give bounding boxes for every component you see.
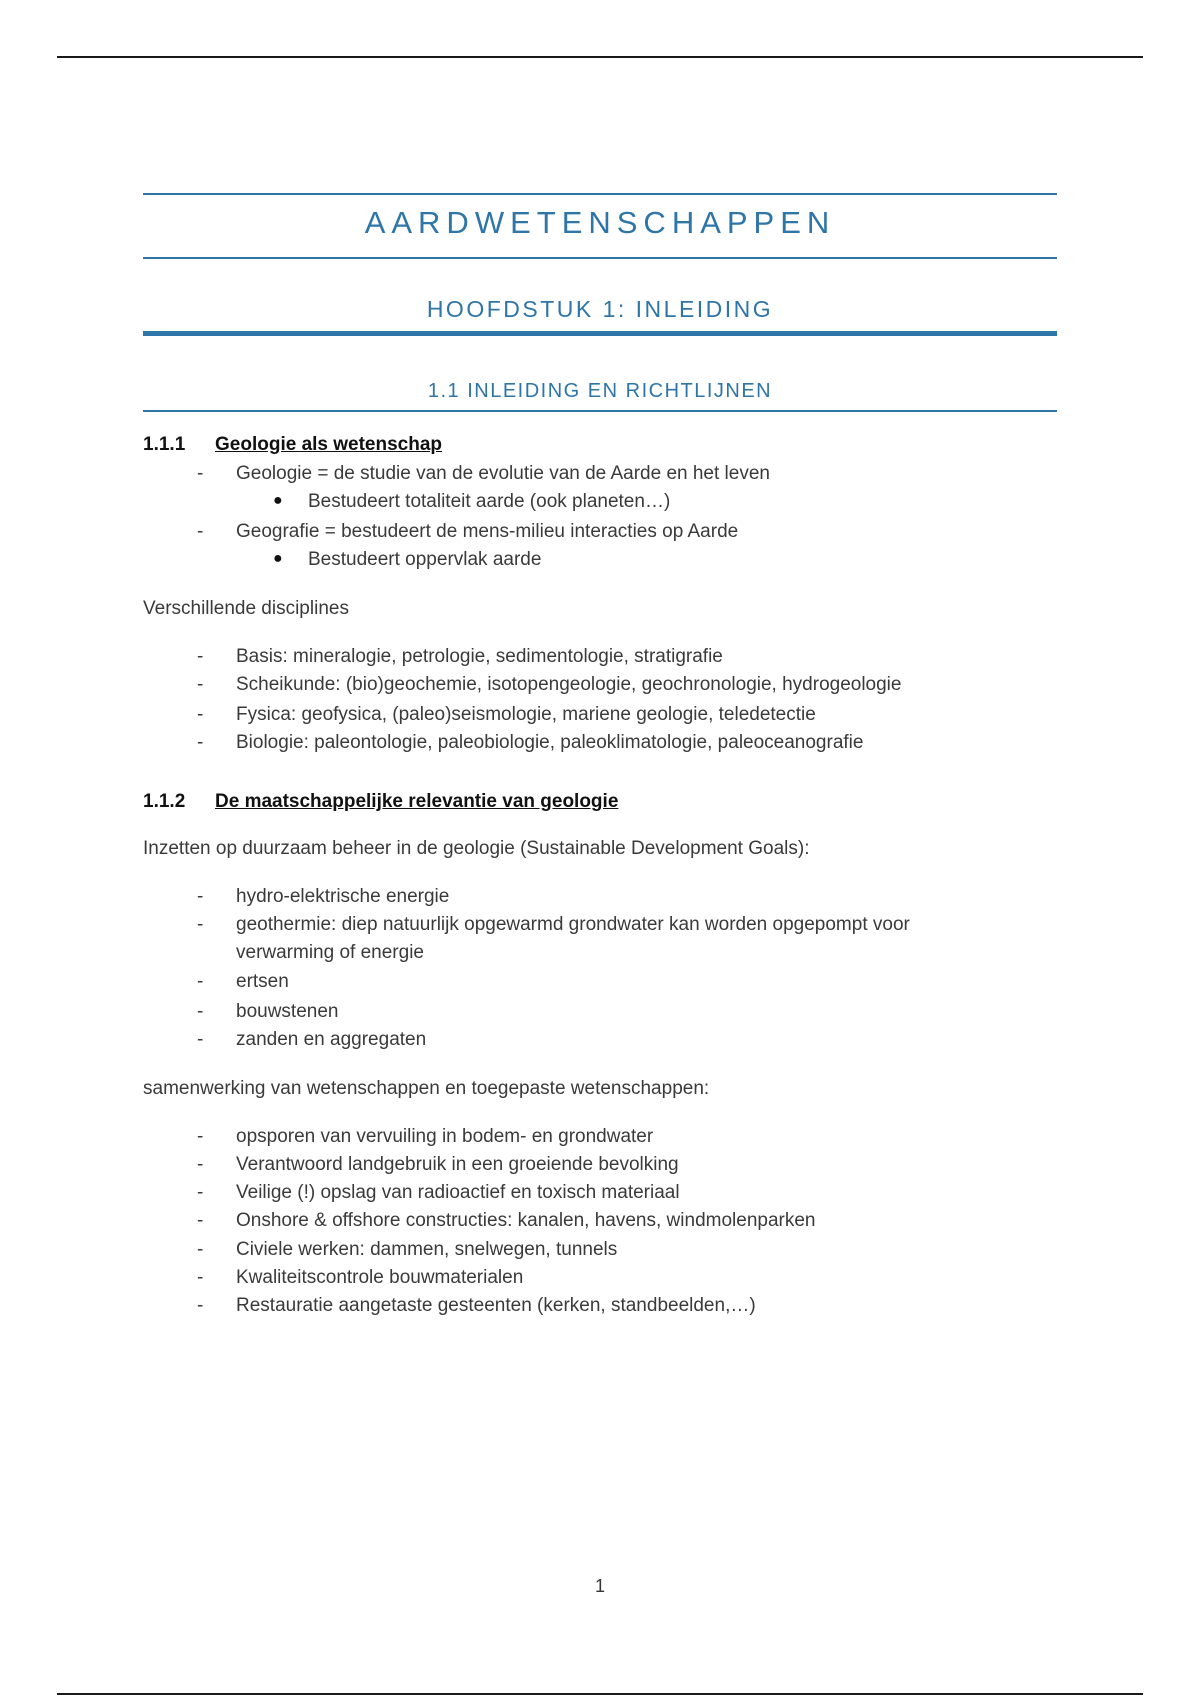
list-item: zanden en aggregaten <box>236 1029 427 1050</box>
dash-bullet: - <box>197 521 204 542</box>
dash-bullet: - <box>197 914 204 935</box>
list-item: Restauratie aangetaste gesteenten (kerken, standbeelden,…) <box>236 1295 756 1316</box>
list-item: opsporen van vervuiling in bodem- en grondwater <box>236 1126 654 1147</box>
paragraph: samenwerking van wetenschappen en toegepaste wetenschappen: <box>143 1078 710 1099</box>
list-item: hydro-elektrische energie <box>236 886 450 907</box>
header-rule <box>57 56 1143 58</box>
list-item: Fysica: geofysica, (paleo)seismologie, mariene geologie, teledetectie <box>236 704 816 725</box>
dash-bullet: - <box>197 886 204 907</box>
list-item: ertsen <box>236 971 289 992</box>
page-number: 1 <box>594 1576 605 1596</box>
dash-bullet: - <box>197 704 204 725</box>
list-item: bouwstenen <box>236 1001 339 1022</box>
subsection-title: Geologie als wetenschap <box>215 434 443 455</box>
list-item: Biologie: paleontologie, paleobiologie, paleoklimatologie, paleoceanografie <box>236 732 864 753</box>
list-item: Veilige (!) opslag van radioactief en toxisch materiaal <box>236 1182 680 1203</box>
title-block <box>143 193 1057 259</box>
sub-list-item: Bestudeert oppervlak aarde <box>308 549 542 570</box>
subsection-heading-1-1-2 <box>143 791 618 813</box>
list-item: Scheikunde: (bio)geochemie, isotopengeologie, geochronologie, hydrogeologie <box>236 674 902 695</box>
dash-bullet: - <box>197 1182 204 1203</box>
subsection-heading-1-1-1 <box>143 434 442 456</box>
dash-bullet: - <box>197 1295 204 1316</box>
paragraph: Verschillende disciplines <box>143 598 349 619</box>
subsection-number: 1.1.1 <box>143 434 186 455</box>
list-item: geothermie: diep natuurlijk opgewarmd grondwater kan worden opgepompt voor <box>236 914 910 935</box>
list-item-continuation: verwarming of energie <box>236 942 424 963</box>
subsection-title: De maatschappelijke relevantie van geologie <box>215 791 619 812</box>
dash-bullet: - <box>197 1154 204 1175</box>
list-item: Verantwoord landgebruik in een groeiende bevolking <box>236 1154 679 1175</box>
list-item: Kwaliteitscontrole bouwmaterialen <box>236 1267 524 1288</box>
dash-bullet: - <box>197 1001 204 1022</box>
dash-bullet: - <box>197 1126 204 1147</box>
list-item: Civiele werken: dammen, snelwegen, tunnels <box>236 1239 618 1260</box>
chapter-heading: HOOFDSTUK 1: INLEIDING <box>426 296 774 322</box>
subsection-number: 1.1.2 <box>143 791 186 812</box>
dash-bullet: - <box>197 646 204 667</box>
list-item: Onshore & offshore constructies: kanalen, havens, windmolenparken <box>236 1210 816 1231</box>
dash-bullet: - <box>197 463 204 484</box>
round-bullet: ● <box>273 550 283 567</box>
footer-rule <box>57 1693 1143 1695</box>
list-item: Basis: mineralogie, petrologie, sedimentologie, stratigrafie <box>236 646 723 667</box>
document-title: AARDWETENSCHAPPEN <box>364 205 836 240</box>
list-item: Geografie = bestudeert de mens-milieu interacties op Aarde <box>236 521 739 542</box>
dash-bullet: - <box>197 1239 204 1260</box>
dash-bullet: - <box>197 674 204 695</box>
section-heading: 1.1 INLEIDING EN RICHTLIJNEN <box>427 380 773 402</box>
dash-bullet: - <box>197 1267 204 1288</box>
dash-bullet: - <box>197 971 204 992</box>
paragraph: Inzetten op duurzaam beheer in de geologie (Sustainable Development Goals): <box>143 838 810 859</box>
dash-bullet: - <box>197 1210 204 1231</box>
chapter-divider <box>143 331 1057 336</box>
section-divider <box>143 410 1057 412</box>
sub-list-item: Bestudeert totaliteit aarde (ook planeten…) <box>308 491 671 512</box>
dash-bullet: - <box>197 1029 204 1050</box>
round-bullet: ● <box>273 492 283 509</box>
list-item: Geologie = de studie van de evolutie van de Aarde en het leven <box>236 463 770 484</box>
dash-bullet: - <box>197 732 204 753</box>
